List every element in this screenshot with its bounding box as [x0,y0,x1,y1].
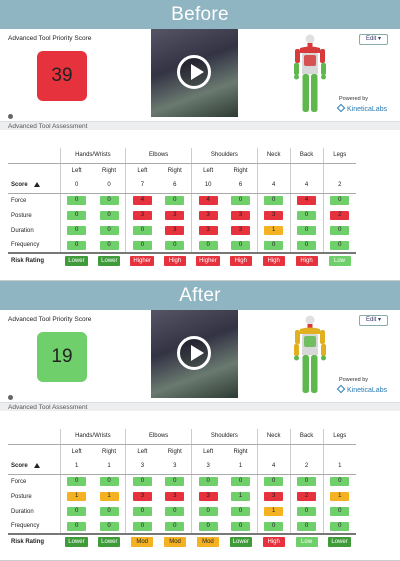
group-header: Back [290,148,323,163]
rating-cell: 0 [330,522,349,531]
edit-button[interactable] [359,315,388,326]
score-cell: 1 [60,459,93,474]
score-cell: 3 [192,459,225,474]
row-label: Posture [11,212,32,219]
rating-cell: 4 [199,196,218,205]
body-left-leg [303,74,310,112]
rating-cell: 3 [165,492,184,501]
body-left-leg [303,355,310,393]
rating-cell: 3 [264,211,283,220]
rating-cell: 0 [297,507,316,516]
priority-score-title: Advanced Tool Priority Score [8,35,92,42]
rating-cell: 0 [330,196,349,205]
section-header: Advanced Tool Assessment [0,402,400,411]
rating-cell: 1 [330,492,349,501]
rating-cell: 0 [231,522,250,531]
rating-cell: 3 [199,226,218,235]
risk-badge: High [263,256,285,266]
rating-cell: 1 [100,492,119,501]
table-row [8,238,356,253]
edit-label: Edit [365,317,377,323]
row-label: Posture [11,493,32,500]
table-row [8,208,356,223]
group-header: Shoulders [192,148,258,163]
score-cell: 3 [126,459,159,474]
rating-cell: 0 [264,477,283,486]
risk-badge: Low [329,256,351,266]
score-cell: 4 [257,178,290,193]
rating-cell: 0 [297,241,316,250]
body-head [306,35,315,44]
rating-cell: 0 [100,522,119,531]
section-header: Advanced Tool Assessment [0,121,400,130]
body-map-figure [289,33,331,115]
row-label: Force [11,478,27,485]
rating-cell: 0 [330,477,349,486]
risk-badge: High [164,256,186,266]
score-cell: 1 [323,459,356,474]
body-left-upper-arm [295,49,300,63]
score-cell: 6 [224,178,257,193]
rating-cell: 0 [297,477,316,486]
rating-cell: 3 [231,226,250,235]
group-header: Hands/Wrists [60,429,126,444]
video-player[interactable] [151,29,238,117]
table-row [8,474,356,489]
rating-cell: 0 [165,522,184,531]
rating-cell: 4 [133,196,152,205]
row-label: Frequency [11,242,40,248]
powered-by-label: Powered by [339,96,369,102]
rating-cell: 0 [264,241,283,250]
body-back [304,336,316,347]
banner-before: Before [0,0,400,29]
risk-badge: Higher [196,256,220,266]
group-header: Back [290,429,323,444]
group-header: Elbows [126,148,192,163]
edit-button[interactable] [359,34,388,45]
sort-ascending-icon [34,182,40,187]
risk-badge: Mod [197,537,219,547]
risk-rating-label: Risk Rating [8,534,60,549]
score-sort-header[interactable] [8,459,60,474]
rating-cell: 4 [297,196,316,205]
side-header: Right [233,448,248,455]
rating-cell: 0 [133,241,152,250]
side-header: Right [102,167,117,174]
body-head [306,316,315,325]
brand-name: KineticaLabs [347,106,388,113]
side-header: Left [192,444,225,459]
priority-score-badge: 39 [37,51,87,101]
row-label: Frequency [11,523,40,529]
side-header: Right [233,167,248,174]
risk-badge: High [296,256,318,266]
group-header: Shoulders [192,429,258,444]
brand-logo [338,105,387,113]
brand-name: KineticaLabs [347,387,388,394]
info-icon[interactable] [8,114,13,119]
body-hips [302,68,318,74]
score-cell: 1 [224,459,257,474]
rating-cell: 2 [297,492,316,501]
table-row [8,223,356,238]
score-cell: 4 [257,459,290,474]
rating-cell: 0 [100,226,119,235]
assessment-panel [0,310,400,561]
sort-ascending-icon [34,463,40,468]
score-cell: 4 [290,178,323,193]
body-neck [308,43,313,47]
powered-by-label: Powered by [339,377,369,383]
priority-score-badge: 19 [37,332,87,382]
risk-rating-label: Risk Rating [8,253,60,268]
score-label: Score [11,182,28,189]
body-left-forearm [294,63,299,75]
side-header: Right [102,448,117,455]
priority-score-title: Advanced Tool Priority Score [8,316,92,323]
body-left-hand [294,356,299,361]
body-right-leg [311,355,318,393]
body-right-leg [311,74,318,112]
body-right-upper-arm [320,330,325,344]
table-row [8,489,356,504]
assessment-panel [0,29,400,281]
score-cell: 10 [192,178,225,193]
rating-cell: 0 [67,507,86,516]
rating-cell: 0 [67,211,86,220]
rating-cell: 0 [67,477,86,486]
rating-cell: 3 [199,211,218,220]
rating-cell: 0 [133,477,152,486]
body-shoulders [300,328,320,335]
risk-badge: Lower [65,537,87,547]
rating-cell: 0 [100,241,119,250]
info-icon[interactable] [8,395,13,400]
rating-cell: 0 [67,241,86,250]
body-back [304,55,316,66]
risk-badge: Lower [65,256,87,266]
rating-cell: 0 [133,507,152,516]
rating-cell: 0 [297,226,316,235]
body-right-hand [321,356,326,361]
banner-after: After [0,281,400,310]
risk-badge: Mod [131,537,153,547]
risk-badge: Lower [328,537,350,547]
score-cell: 0 [93,178,126,193]
rating-cell: 0 [231,241,250,250]
rating-cell: 0 [165,507,184,516]
rating-cell: 1 [67,492,86,501]
body-neck [308,324,313,328]
side-header: Left [60,163,93,178]
body-left-hand [294,75,299,80]
risk-badge: Lower [98,537,120,547]
side-header: Left [60,444,93,459]
score-cell: 0 [60,178,93,193]
rating-cell: 0 [264,196,283,205]
score-cell: 7 [126,178,159,193]
score-sort-header[interactable] [8,178,60,193]
assessment-table [8,148,356,268]
rating-cell: 1 [264,226,283,235]
body-hips [302,349,318,355]
rating-cell: 0 [133,226,152,235]
rating-cell: 0 [67,226,86,235]
rating-cell: 0 [165,241,184,250]
table-row [8,519,356,534]
side-header: Left [126,163,159,178]
risk-badge: Low [296,537,318,547]
body-map-figure [289,314,331,396]
score-cell: 2 [323,178,356,193]
body-right-forearm [321,63,326,75]
rating-cell: 3 [133,492,152,501]
body-right-upper-arm [320,49,325,63]
rating-cell: 0 [67,196,86,205]
rating-cell: 0 [199,507,218,516]
risk-badge: Higher [130,256,154,266]
rating-cell: 0 [330,241,349,250]
table-row [8,193,356,208]
edit-label: Edit [365,36,377,42]
row-label: Duration [11,508,34,515]
rating-cell: 0 [199,241,218,250]
side-header: Right [167,448,182,455]
chevron-down-icon: ▾ [378,36,382,42]
body-shoulders [300,47,320,54]
group-header: Neck [257,148,290,163]
body-right-forearm [321,344,326,356]
rating-cell: 0 [264,522,283,531]
rating-cell: 3 [165,226,184,235]
diamond-logo-icon [337,385,345,393]
rating-cell: 0 [231,507,250,516]
video-player[interactable] [151,310,238,398]
risk-badge: Mod [164,537,186,547]
risk-badge: High [263,537,285,547]
play-icon[interactable] [177,336,211,370]
group-header: Hands/Wrists [60,148,126,163]
score-cell: 3 [159,459,192,474]
risk-badge: Lower [98,256,120,266]
risk-badge: High [230,256,252,266]
table-corner [8,148,60,163]
rating-cell: 0 [100,211,119,220]
group-header: Legs [323,429,356,444]
play-icon[interactable] [177,55,211,89]
diamond-logo-icon [337,104,345,112]
rating-cell: 0 [231,196,250,205]
score-cell: 1 [93,459,126,474]
rating-cell: 0 [330,226,349,235]
rating-cell: 0 [133,522,152,531]
brand-logo [338,386,387,394]
rating-cell: 1 [264,507,283,516]
row-label: Force [11,197,27,204]
rating-cell: 0 [100,477,119,486]
rating-cell: 0 [330,507,349,516]
rating-cell: 3 [264,492,283,501]
rating-cell: 1 [231,492,250,501]
body-right-hand [321,75,326,80]
rating-cell: 0 [100,507,119,516]
body-left-forearm [294,344,299,356]
group-header: Neck [257,429,290,444]
risk-badge: Lower [230,537,252,547]
rating-cell: 3 [231,211,250,220]
rating-cell: 0 [199,522,218,531]
table-corner [8,429,60,444]
table-row [8,504,356,519]
body-left-upper-arm [295,330,300,344]
rating-cell: 3 [199,492,218,501]
group-header: Elbows [126,429,192,444]
rating-cell: 0 [165,477,184,486]
rating-cell: 0 [100,196,119,205]
group-header: Legs [323,148,356,163]
score-cell: 2 [290,459,323,474]
score-label: Score [11,463,28,470]
rating-cell: 3 [133,211,152,220]
side-header: Left [192,163,225,178]
rating-cell: 0 [297,211,316,220]
row-label: Duration [11,227,34,234]
side-header: Right [167,167,182,174]
rating-cell: 0 [165,196,184,205]
side-header: Left [126,444,159,459]
rating-cell: 0 [231,477,250,486]
rating-cell: 3 [165,211,184,220]
rating-cell: 2 [330,211,349,220]
assessment-table [8,429,356,549]
rating-cell: 0 [199,477,218,486]
rating-cell: 0 [297,522,316,531]
rating-cell: 0 [67,522,86,531]
chevron-down-icon: ▾ [378,317,382,323]
score-cell: 6 [159,178,192,193]
